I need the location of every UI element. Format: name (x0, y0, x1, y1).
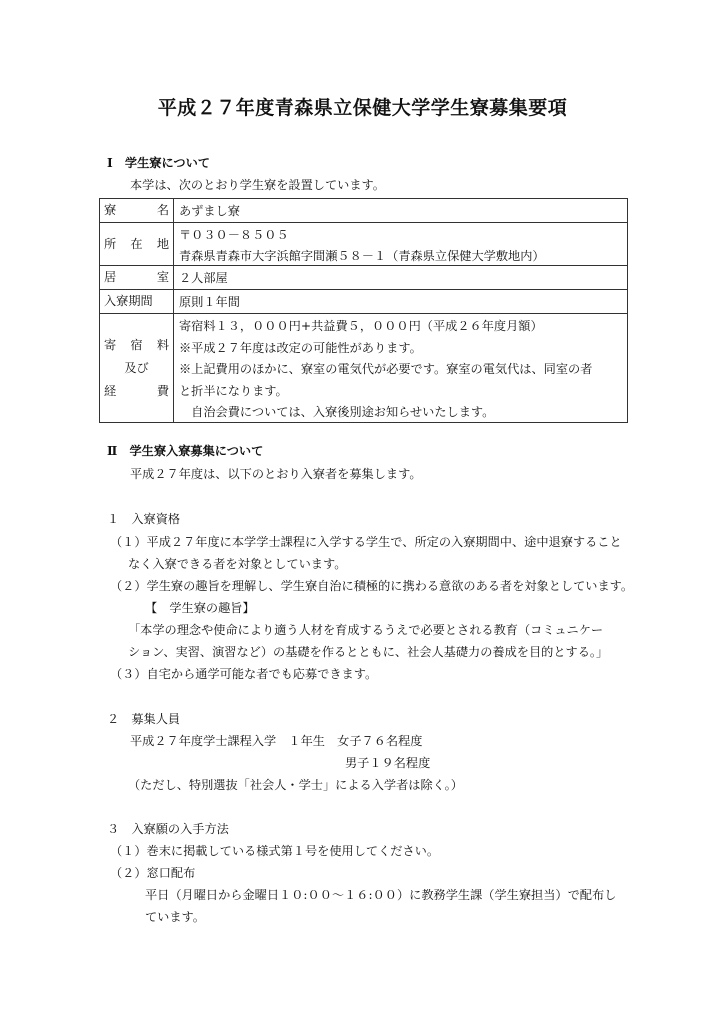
page-title: 平成２７年度青森県立保健大学学生寮募集要項 (157, 97, 568, 119)
fee-line: ※平成２７年度は改定の可能性があります。 (179, 340, 422, 355)
label-char: 費 (156, 383, 169, 398)
item3-p1: （１）巻末に掲載している様式第１号を使用してください。 (110, 844, 440, 858)
label-fees-line2: 及び (124, 360, 149, 375)
fee-line: ※上記費用のほかに、寮室の電気代が必要です。寮室の電気代は、同室の者 (179, 362, 593, 376)
item1-p2: （２）学生寮の趣旨を理解し、学生寮自治に積極的に携わる意欲のある者を対象としています。 (110, 579, 634, 593)
item2-line2: 男子１９名程度 (345, 756, 431, 770)
label-fees-line1 (104, 334, 169, 357)
table-row-dorm-name (100, 199, 627, 222)
label-char: 宿 (130, 337, 143, 352)
item3-p2-text: 平日（月曜日から金曜日１０:００～１６:００）に教務学生課（学生寮担当）で配布し (145, 888, 617, 902)
purpose-text-cont: ション、実習、演習など）の基礎を作るとともに、社会人基礎力の養成を目的とする。」 (128, 645, 609, 659)
label-dorm-name (100, 199, 174, 222)
item3-p2: （２）窓口配布 (110, 866, 196, 880)
label-char: 室 (156, 270, 169, 284)
address-zip: 〒０３０－８５０５ (179, 228, 289, 242)
label-char: 寄 (104, 337, 117, 352)
table-row-room (100, 265, 627, 289)
item1-p1: （１）平成２７年度に本学学士課程に入学する学生で、所定の入寮期間中、途中退寮すること (110, 535, 622, 549)
item1-p3: （３）自宅から通学可能な者でも応募できます。 (110, 667, 378, 681)
fee-line: と折半になります。 (179, 383, 288, 398)
item3-p2-text-cont: ています。 (145, 910, 205, 924)
address-line: 青森県青森市大字浜館字間瀬５８－１（青森県立保健大学敷地内） (179, 249, 545, 263)
label-char: 地 (156, 236, 169, 251)
section1-heading: Ⅰ 学生寮について (107, 156, 210, 170)
item2-heading: ２ 募集人員 (107, 712, 181, 726)
item3-heading: ３ 入寮願の入手方法 (107, 822, 229, 836)
fee-line: 寄宿料１３，０００円+共益費５，０００円（平成２６年度月額） (179, 319, 543, 333)
item1-p1-cont: なく入寮できる者を対象としています。 (128, 557, 347, 571)
purpose-heading: 【 学生寮の趣旨】 (145, 601, 255, 615)
dorm-info-table (99, 198, 628, 423)
label-char: 経 (104, 383, 117, 398)
table-row-address (100, 222, 627, 265)
table-row-fees (100, 313, 627, 422)
value-dorm-name: あずまし寮 (179, 204, 240, 218)
label-char: 名 (156, 203, 169, 217)
label-address (100, 223, 174, 265)
item2-note: （ただし、特別選抜「社会人・学士」による入学者は除く。） (128, 778, 463, 792)
label-period: 入寮期間 (100, 290, 174, 313)
label-char: 寮 (104, 203, 117, 217)
value-fees (174, 314, 627, 422)
section2-intro: 平成２７年度は、以下のとおり入寮者を募集します。 (130, 467, 422, 481)
section2-heading: Ⅱ 学生寮入寮募集について (107, 444, 264, 458)
label-char: 所 (104, 236, 117, 251)
label-char: 料 (156, 337, 169, 352)
value-period: 原則１年間 (179, 295, 240, 309)
section1-intro: 本学は、次のとおり学生寮を設置しています。 (130, 178, 385, 192)
label-char: 居 (104, 270, 117, 284)
value-address (174, 223, 627, 265)
fee-line: 自治会費については、入寮後別途お知らせいたします。 (179, 405, 495, 419)
label-fees-line3 (104, 380, 169, 403)
value-room: ２人部屋 (179, 271, 228, 285)
purpose-text: 「本学の理念や使命により適う人材を育成するうえで必要とされる教育（コミュニケー (128, 623, 604, 637)
label-char: 在 (130, 236, 143, 251)
label-fees (100, 314, 174, 422)
item1-heading: １ 入寮資格 (107, 512, 181, 526)
label-room (100, 266, 174, 289)
table-row-period (100, 289, 627, 313)
item2-line1: 平成２７年度学士課程入学 １年生 女子７６名程度 (130, 734, 423, 748)
